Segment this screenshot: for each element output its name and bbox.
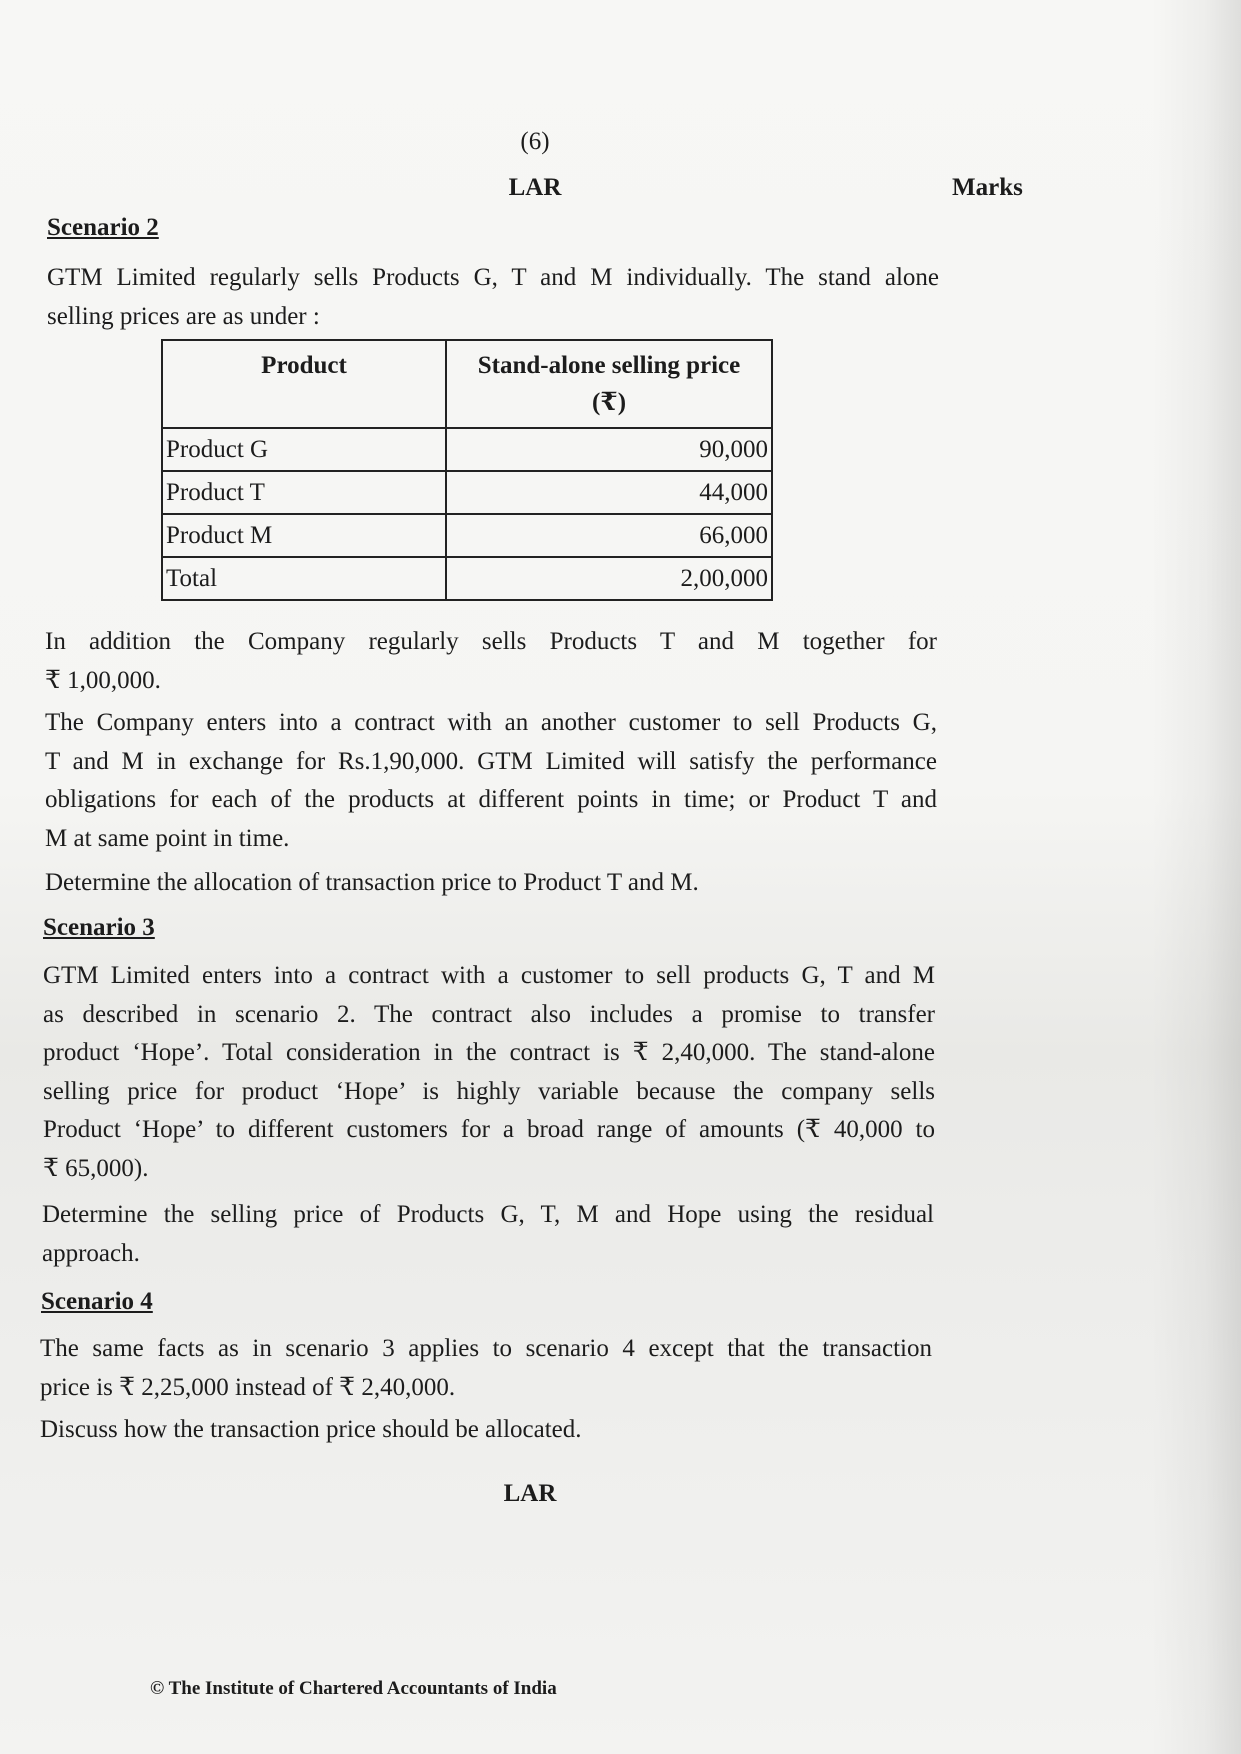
price-cell: 2,00,000: [446, 557, 772, 600]
text-line: Determine the selling price of Products G, T, M and Hope using the residual: [42, 1201, 934, 1228]
text-line: The same facts as in scenario 3 applies to scenario 4 except that the transaction: [40, 1335, 932, 1362]
scenario-2-para-2: [45, 623, 937, 700]
text-line: GTM Limited enters into a contract with a customer to sell products G, T and M: [43, 962, 935, 989]
page-number: (6): [520, 128, 550, 155]
scenario-2-para-3: [45, 704, 937, 858]
text-line: approach.: [42, 1239, 140, 1267]
scenario-2-question: [45, 864, 937, 903]
price-header-label: Stand-alone selling price: [477, 352, 741, 379]
price-cell: 66,000: [446, 514, 772, 557]
scenario-3-para: [43, 957, 935, 1188]
text-line: obligations for each of the products at different points in time; or Product T and: [45, 786, 937, 813]
price-cell: 44,000: [446, 471, 772, 514]
table-row: [162, 471, 772, 514]
scenario-3-heading: Scenario 3: [43, 914, 155, 941]
text-line: price is ₹ 2,25,000 instead of ₹ 2,40,000.: [40, 1373, 456, 1401]
scenario-4-heading: Scenario 4: [41, 1288, 153, 1315]
text-line: M at same point in time.: [45, 824, 290, 852]
text-line: ₹ 65,000).: [43, 1154, 149, 1182]
product-cell: Product M: [162, 514, 446, 557]
text-line: Discuss how the transaction price should be allocated.: [40, 1416, 582, 1443]
product-cell: Total: [162, 557, 446, 600]
price-column-header: [446, 340, 772, 428]
scenario-4-para: [40, 1330, 932, 1407]
scenario-2-heading: Scenario 2: [47, 214, 159, 241]
text-line: selling prices are as under :: [47, 302, 320, 330]
text-line: T and M in exchange for Rs.1,90,000. GTM Limited will satisfy the performance: [45, 747, 937, 775]
table-row: [162, 428, 772, 471]
text-line: Product ‘Hope’ to different customers for a broad range of amounts (₹ 40,000 to: [43, 1116, 935, 1143]
copyright-footer: © The Institute of Chartered Accountants of India: [150, 1678, 557, 1699]
text-line: The Company enters into a contract with an another customer to sell Products G,: [45, 709, 937, 736]
text-line: GTM Limited regularly sells Products G, T and M individually. The stand alone: [47, 264, 939, 291]
text-line: selling price for product ‘Hope’ is highly variable because the company sells: [43, 1077, 935, 1105]
scan-edge-shadow: [1151, 0, 1241, 1754]
text-line: ₹ 1,00,000.: [45, 666, 161, 694]
scenario-3-question: [42, 1196, 934, 1273]
table-header-row: [162, 340, 772, 428]
product-column-header: Product: [162, 340, 446, 428]
product-cell: Product G: [162, 428, 446, 471]
price-header-unit: (₹): [591, 389, 627, 416]
marks-label: Marks: [952, 174, 1023, 201]
text-line: Determine the allocation of transaction price to Product T and M.: [45, 869, 699, 896]
table-row: [162, 557, 772, 600]
table-row: [162, 514, 772, 557]
paper-code: LAR: [508, 174, 562, 201]
product-cell: Product T: [162, 471, 446, 514]
text-line: as described in scenario 2. The contract also includes a promise to transfer: [43, 1000, 935, 1028]
bottom-paper-code: LAR: [503, 1480, 557, 1507]
text-line: product ‘Hope’. Total consideration in the contract is ₹ 2,40,000. The stand-alone: [43, 1039, 935, 1066]
price-cell: 90,000: [446, 428, 772, 471]
price-table: [161, 339, 773, 601]
scenario-4-question: [40, 1411, 932, 1450]
scenario-2-intro: [47, 259, 939, 336]
text-line: In addition the Company regularly sells Products T and M together for: [45, 628, 937, 655]
